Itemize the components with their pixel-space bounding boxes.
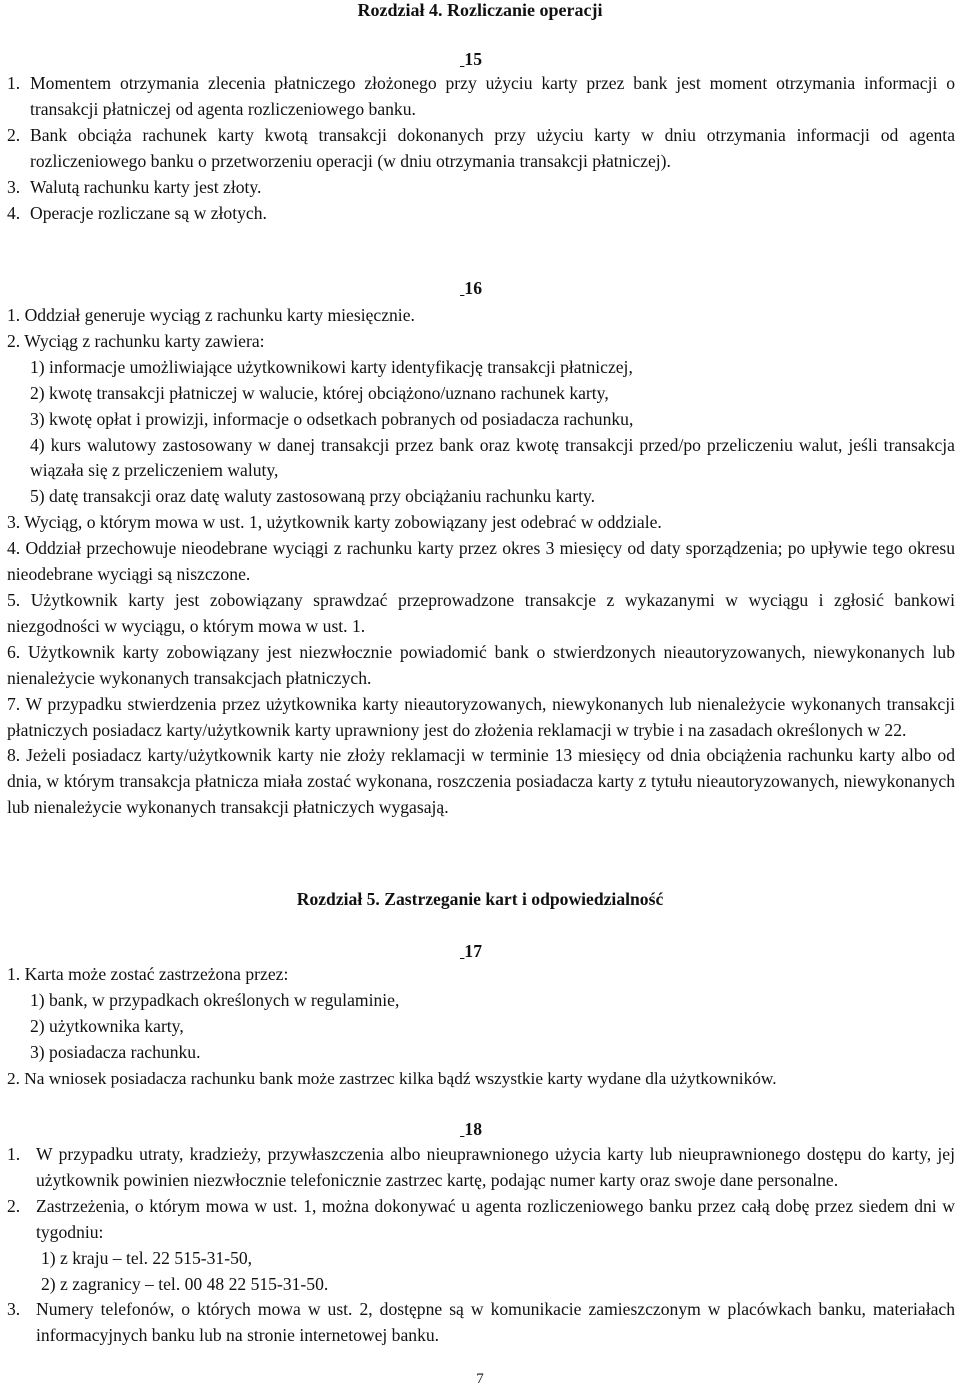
section-17-body: [7, 962, 955, 1092]
section-17-label: 17: [460, 939, 482, 965]
s17-list-item: 1) bank, w przypadkach określonych w regulaminie,: [30, 989, 400, 1010]
s18-point-3: 3. Numery telefonów, o których mowa w ust. 2, dostępne są w komunikacie zamieszczonym w placówkach banku, materiałach informacyjnych banku lub na stronie internetowej banku.: [7, 1299, 955, 1346]
s16-point-3: 3. Wyciąg, o którym mowa w ust. 1, użytkownik karty zobowiązany jest odebrać w oddziale.: [7, 512, 662, 533]
s16-point-8: 8. Jeżeli posiadacz karty/użytkownik karty nie złoży reklamacji w terminie 13 miesięcy od dnia obciążenia rachunku karty albo od dnia, w którym transakcja płatnicza miała zostać wykonana, roszczenia posiadacza karty z tytułu nieautoryzowanych, niewykonanych lub nienależycie wykonanych transakcji płatniczych wygasają.: [7, 745, 955, 818]
section-18-body: [7, 1142, 955, 1349]
s17-list: [7, 988, 955, 1066]
section-15-label: 15: [460, 47, 482, 73]
s18-list: [7, 1246, 955, 1298]
s16-list-item: 4) kurs walutowy zastosowany w danej transakcji przez bank oraz kwotę transakcji przed/po przeliczeniu walut, jeśli transakcja wiązała się z przeliczeniem waluty,: [30, 434, 955, 481]
s18-list-item: 1) z kraju – tel. 22 515-31-50,: [41, 1247, 253, 1268]
s16-point-7: 7. W przypadku stwierdzenia przez użytkownika karty nieautoryzowanych, niewykonanych lub nienależycie wykonanych transakcji płatniczych posiadacz karty/użytkownik karty uprawniony jest do złożenia reklamacji w trybie i na zasadach określonych w 22.: [7, 693, 955, 740]
s17-point-2: 2. Na wniosek posiadacza rachunku bank może zastrzec kilka bądź wszystkie karty wydane dla użytkowników.: [7, 1068, 777, 1088]
s16-point-5: 5. Użytkownik karty jest zobowiązany sprawdzać przeprowadzone transakcje z wykazanymi w wyciągu i zgłosić bankowi niezgodności w wyciągu, o którym mowa w ust. 1.: [7, 589, 955, 636]
section-16-label: 16: [460, 276, 482, 302]
s18-list-item: 2) z zagranicy – tel. 00 48 22 515-31-50.: [41, 1273, 329, 1294]
s15-point-4: 4. Operacje rozliczane są w złotych.: [7, 202, 267, 223]
s16-point-6: 6. Użytkownik karty zobowiązany jest niezwłocznie powiadomić bank o stwierdzonych nieautoryzowanych, niewykonanych lub nienależycie wykonanych transakcjach płatniczych.: [7, 641, 955, 688]
s16-list: [7, 355, 955, 510]
chapter-4-title: Rozdział 4. Rozliczanie operacji: [357, 0, 603, 20]
s16-list-item: 3) kwotę opłat i prowizji, informacje o odsetkach pobranych od posiadacza rachunku,: [30, 408, 634, 429]
section-15-body: [7, 71, 955, 226]
s16-list-item: 5) datę transakcji oraz datę waluty zastosowaną przy obciążaniu rachunku karty.: [30, 486, 596, 507]
s15-point-2: 2. Bank obciąża rachunek karty kwotą transakcji dokonanych przy użyciu karty w dniu otrzymania informacji od agenta rozliczeniowego banku o przetworzeniu operacji (w dniu otrzymania transakcji płatniczej).: [7, 124, 955, 171]
s18-point-1: 1. W przypadku utraty, kradzieży, przywłaszczenia albo nieuprawnionego użycia karty lub nieuprawnionego dostępu do karty, jej użytkownik powinien niezwłocznie telefonicznie zastrzec kartę, podając numer karty oraz swoje dane personalne.: [7, 1144, 955, 1190]
page-number: 7: [476, 1371, 484, 1387]
s16-point-4: 4. Oddział przechowuje nieodebrane wyciągi z rachunku karty przez okres 3 miesięcy od daty sporządzenia; po upływie tego okresu nieodebrane wyciągi są niszczone.: [7, 538, 955, 585]
s16-list-item: 2) kwotę transakcji płatniczej w walucie, której obciążono/uznano rachunek karty,: [30, 382, 609, 403]
s16-point-1: 1. Oddział generuje wyciąg z rachunku karty miesięcznie.: [7, 305, 415, 325]
s16-point-2: 2. Wyciąg z rachunku karty zawiera:: [7, 330, 265, 351]
s16-list-item: 1) informacje umożliwiające użytkownikowi karty identyfikację transakcji płatniczej,: [30, 356, 633, 377]
s17-list-item: 2) użytkownika karty,: [30, 1015, 184, 1036]
s15-point-3: 3. Walutą rachunku karty jest złoty.: [7, 176, 262, 197]
s15-point-1: 1. Momentem otrzymania zlecenia płatniczego złożonego przy użyciu karty przez bank jest moment otrzymania informacji o transakcji płatniczej od agenta rozliczeniowego banku.: [7, 73, 955, 119]
section-18-label: 18: [460, 1117, 482, 1143]
s17-list-item: 3) posiadacza rachunku.: [30, 1041, 201, 1062]
chapter-5-title: Rozdział 5. Zastrzeganie kart i odpowiedzialność: [296, 889, 664, 909]
s18-point-2: 2. Zastrzeżenia, o którym mowa w ust. 1, można dokonywać u agenta rozliczeniowego banku przez całą dobę przez siedem dni w tygodniu:: [7, 1195, 955, 1242]
s17-point-1: 1. Karta może zostać zastrzeżona przez:: [7, 964, 289, 984]
section-16-body: [7, 303, 955, 821]
